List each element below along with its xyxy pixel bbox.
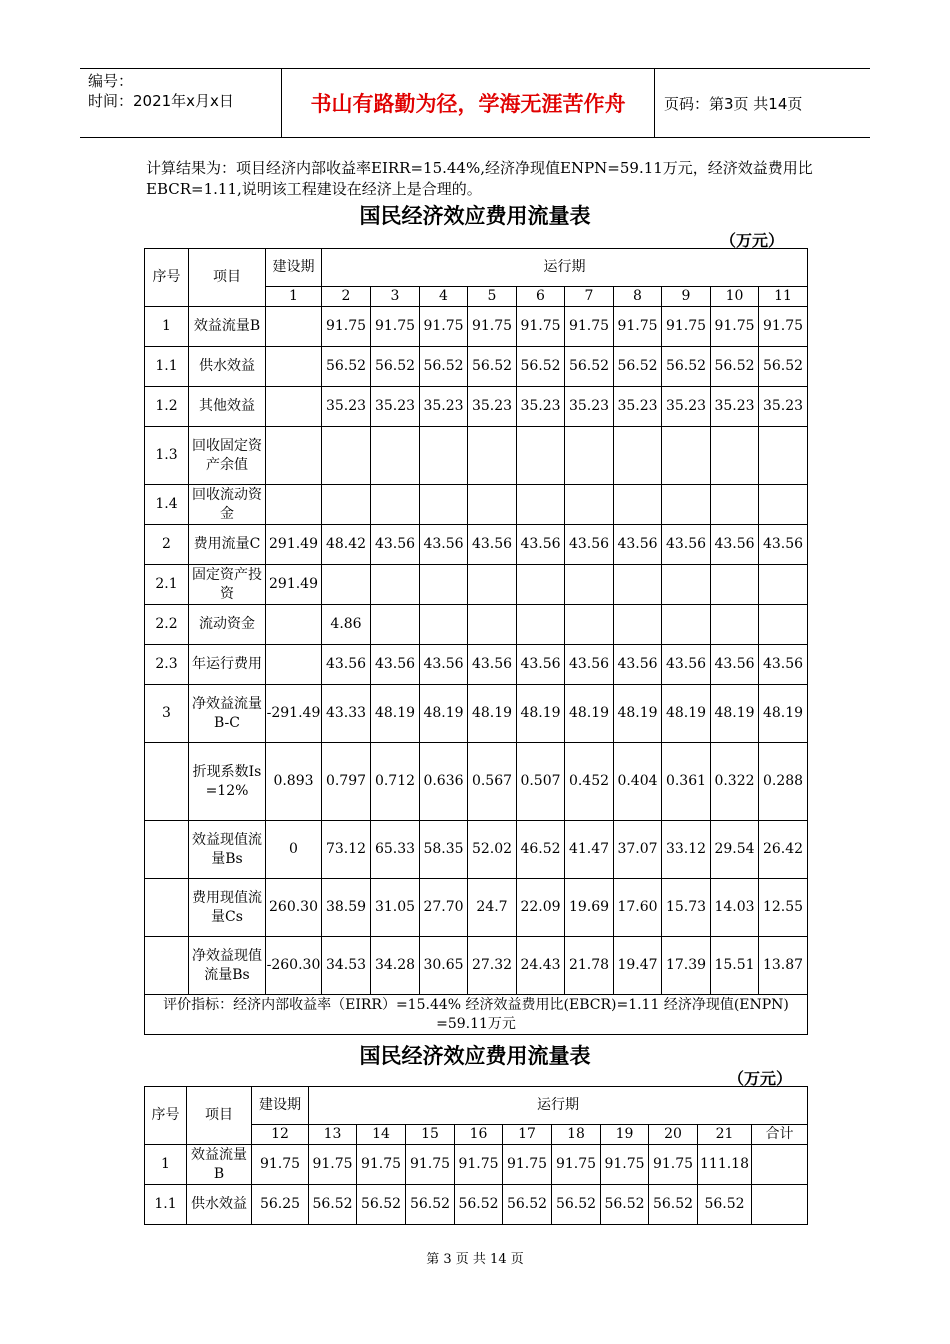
table1-title: 国民经济效应费用流量表 — [359, 204, 591, 228]
table-cell: 19.69 — [565, 879, 614, 937]
table-cell: 0.567 — [468, 743, 517, 821]
table-cell: 38.59 — [322, 879, 371, 937]
table-cell — [614, 427, 662, 485]
header-year: 13 — [309, 1125, 357, 1145]
header-year: 16 — [455, 1125, 503, 1145]
table-row — [145, 1145, 808, 1185]
row-seq: 2.1 — [145, 565, 189, 605]
header-seq: 序号 — [145, 1087, 187, 1145]
table-cell: 91.75 — [517, 307, 565, 347]
table-cell: 35.23 — [517, 387, 565, 427]
table-cell: 41.47 — [565, 821, 614, 879]
table-row — [145, 565, 808, 605]
row-item: 流动资金 — [189, 605, 266, 645]
table-cell: 43.56 — [711, 525, 759, 565]
table-cell — [420, 565, 468, 605]
table-cell: 91.75 — [649, 1145, 698, 1185]
table-cell — [752, 1185, 808, 1225]
page-header — [80, 68, 870, 138]
header-year: 7 — [565, 287, 614, 307]
table-cell: 43.56 — [468, 645, 517, 685]
table-cell: 31.05 — [371, 879, 420, 937]
row-seq: 1 — [145, 1145, 187, 1185]
row-item: 效益流量B — [187, 1145, 252, 1185]
table-cell — [322, 565, 371, 605]
table-cell — [322, 427, 371, 485]
table-cell — [614, 565, 662, 605]
table-cell: 58.35 — [420, 821, 468, 879]
table-cell: 0.712 — [371, 743, 420, 821]
table-cell: 35.23 — [614, 387, 662, 427]
table-cell: 4.86 — [322, 605, 371, 645]
table-cell: 48.42 — [322, 525, 371, 565]
table-cell — [371, 427, 420, 485]
header-year: 6 — [517, 287, 565, 307]
table-cell: 91.75 — [565, 307, 614, 347]
table-cell: 43.56 — [711, 645, 759, 685]
row-item: 供水效益 — [187, 1185, 252, 1225]
header-year: 10 — [711, 287, 759, 307]
table-cell: 91.75 — [759, 307, 808, 347]
table-cell — [266, 645, 322, 685]
table-cell: 56.52 — [517, 347, 565, 387]
table-cell: 48.19 — [711, 685, 759, 743]
row-seq: 2.2 — [145, 605, 189, 645]
table-cell: 43.56 — [371, 645, 420, 685]
table-cell: 0.404 — [614, 743, 662, 821]
table-cell: 48.19 — [371, 685, 420, 743]
table-cell — [517, 427, 565, 485]
table-cell: 17.60 — [614, 879, 662, 937]
motto: 书山有路勤为径，学海无涯苦作舟 — [282, 69, 655, 137]
table-cell: 56.52 — [552, 1185, 601, 1225]
table-cell — [711, 565, 759, 605]
header-year: 3 — [371, 287, 420, 307]
header-year: 21 — [698, 1125, 752, 1145]
table-cell: 56.52 — [309, 1185, 357, 1225]
table-row — [145, 387, 808, 427]
table-cell: 73.12 — [322, 821, 371, 879]
table-cell — [759, 427, 808, 485]
header-year: 9 — [662, 287, 711, 307]
table-cell: 56.52 — [614, 347, 662, 387]
table-cell: 15.73 — [662, 879, 711, 937]
table-row — [145, 427, 808, 485]
table-cell: 56.52 — [662, 347, 711, 387]
row-seq: 1.1 — [145, 1185, 187, 1225]
row-seq: 2 — [145, 525, 189, 565]
table-cell: 91.75 — [601, 1145, 649, 1185]
table-cell: 48.19 — [614, 685, 662, 743]
table-cell: 48.19 — [468, 685, 517, 743]
table-cell — [420, 485, 468, 525]
table-cell: 56.52 — [406, 1185, 455, 1225]
header-year: 2 — [322, 287, 371, 307]
table-cell — [266, 427, 322, 485]
table-row — [145, 821, 808, 879]
table-cell: 43.56 — [662, 525, 711, 565]
table-cell — [266, 485, 322, 525]
table-cell: 0.322 — [711, 743, 759, 821]
table-cell: 91.75 — [357, 1145, 406, 1185]
table-cell: 56.52 — [455, 1185, 503, 1225]
table-cell — [468, 565, 517, 605]
row-item: 其他效益 — [189, 387, 266, 427]
row-item: 折现系数Is=12% — [189, 743, 266, 821]
header-build-period: 建设期 — [252, 1087, 309, 1125]
table-cell: 35.23 — [322, 387, 371, 427]
table-cell: 52.02 — [468, 821, 517, 879]
table-cell: 24.43 — [517, 937, 565, 995]
table-cell — [266, 347, 322, 387]
table-cell: 0.797 — [322, 743, 371, 821]
header-item: 项目 — [189, 249, 266, 307]
table-row — [145, 605, 808, 645]
table-cell: 43.56 — [565, 525, 614, 565]
header-year: 20 — [649, 1125, 698, 1145]
table-cell: -260.30 — [266, 937, 322, 995]
table-cell: 56.52 — [371, 347, 420, 387]
table-row — [145, 645, 808, 685]
table-cell: 35.23 — [711, 387, 759, 427]
header-meta — [80, 69, 282, 137]
header-year: 1 — [266, 287, 322, 307]
header-year: 4 — [420, 287, 468, 307]
table-cell: 56.52 — [711, 347, 759, 387]
row-seq — [145, 879, 189, 937]
table-cell — [759, 485, 808, 525]
table-cell: 33.12 — [662, 821, 711, 879]
row-seq: 1.1 — [145, 347, 189, 387]
table-cell: 27.32 — [468, 937, 517, 995]
table-row — [145, 743, 808, 821]
table-row — [145, 307, 808, 347]
table-cell: 91.75 — [309, 1145, 357, 1185]
table-row — [145, 1185, 808, 1225]
row-item: 回收流动资金 — [189, 485, 266, 525]
table-cell: 35.23 — [420, 387, 468, 427]
table-cell — [759, 605, 808, 645]
table-cell: 91.75 — [468, 307, 517, 347]
page-footer: 第 3 页 共 14 页 — [426, 1252, 524, 1267]
table-cell — [371, 565, 420, 605]
table-cell: 34.53 — [322, 937, 371, 995]
table-cell: 19.47 — [614, 937, 662, 995]
table-cell: 56.52 — [601, 1185, 649, 1225]
table-cell: 17.39 — [662, 937, 711, 995]
header-year: 12 — [252, 1125, 309, 1145]
table-cell: 56.52 — [759, 347, 808, 387]
row-item: 费用流量C — [189, 525, 266, 565]
table-cell — [266, 605, 322, 645]
row-item: 净效益现值流量Bs — [189, 937, 266, 995]
table-cell: 48.19 — [517, 685, 565, 743]
table-cell: 48.19 — [662, 685, 711, 743]
table-cell: 65.33 — [371, 821, 420, 879]
table-cell — [614, 605, 662, 645]
table-cell — [565, 427, 614, 485]
table-cell: 0.361 — [662, 743, 711, 821]
table-row — [145, 879, 808, 937]
table-cell: 56.52 — [420, 347, 468, 387]
table-row — [145, 485, 808, 525]
row-item: 年运行费用 — [189, 645, 266, 685]
header-run-period: 运行期 — [322, 249, 808, 287]
row-seq: 1.4 — [145, 485, 189, 525]
table-cell: 56.52 — [468, 347, 517, 387]
table-cell: 291.49 — [266, 565, 322, 605]
row-seq: 2.3 — [145, 645, 189, 685]
table-cell — [565, 485, 614, 525]
intro-paragraph: 计算结果为：项目经济内部收益率EIRR=15.44%,经济净现值ENPN=59.11万元，经济效益费用比EBCR=1.11,说明该工程建设在经济上是合理的。 — [146, 159, 813, 198]
table-cell: 43.56 — [517, 525, 565, 565]
table-cell: 43.56 — [614, 645, 662, 685]
table-cell: 12.55 — [759, 879, 808, 937]
table-cell — [420, 605, 468, 645]
table-cell: 14.03 — [711, 879, 759, 937]
table2-unit: （万元） — [728, 1069, 793, 1088]
header-year: 11 — [759, 287, 808, 307]
cash-flow-table-1 — [144, 248, 808, 1035]
row-item: 供水效益 — [189, 347, 266, 387]
table-cell: 91.75 — [322, 307, 371, 347]
table-row — [145, 937, 808, 995]
table-cell: 56.52 — [503, 1185, 552, 1225]
table-cell — [468, 485, 517, 525]
table-cell: 56.52 — [565, 347, 614, 387]
table-cell: 21.78 — [565, 937, 614, 995]
table-cell: 48.19 — [759, 685, 808, 743]
table-cell: 91.75 — [711, 307, 759, 347]
table-cell — [711, 427, 759, 485]
table-cell: -291.49 — [266, 685, 322, 743]
row-item: 效益现值流量Bs — [189, 821, 266, 879]
header-build-period: 建设期 — [266, 249, 322, 287]
header-year: 8 — [614, 287, 662, 307]
table-cell: 24.7 — [468, 879, 517, 937]
header-year: 14 — [357, 1125, 406, 1145]
table2-title: 国民经济效应费用流量表 — [359, 1044, 591, 1068]
time-label: 时间：2021年x月x日 — [88, 92, 234, 110]
table-cell — [371, 605, 420, 645]
table-cell: 43.56 — [322, 645, 371, 685]
table-row — [145, 685, 808, 743]
row-item: 固定资产投资 — [189, 565, 266, 605]
header-item: 项目 — [187, 1087, 252, 1145]
table-cell — [266, 307, 322, 347]
table-cell — [614, 485, 662, 525]
code-label: 编号： — [88, 72, 134, 90]
table-cell: 29.54 — [711, 821, 759, 879]
row-seq — [145, 937, 189, 995]
table-cell: 91.75 — [503, 1145, 552, 1185]
table-cell: 43.56 — [468, 525, 517, 565]
table-cell: 30.65 — [420, 937, 468, 995]
table-cell: 43.56 — [517, 645, 565, 685]
row-seq — [145, 821, 189, 879]
table-cell: 0.288 — [759, 743, 808, 821]
table-cell: 0.452 — [565, 743, 614, 821]
cash-flow-table-2 — [144, 1086, 808, 1225]
table-cell — [322, 485, 371, 525]
summary-indicators: 评价指标：经济内部收益率（EIRR）=15.44% 经济效益费用比(EBCR)=1.11 经济净现值(ENPN)=59.11万元 — [145, 995, 808, 1035]
table-cell — [266, 387, 322, 427]
table-cell: 91.75 — [252, 1145, 309, 1185]
table-cell: 34.28 — [371, 937, 420, 995]
header-year: 5 — [468, 287, 517, 307]
header-run-period: 运行期 — [309, 1087, 808, 1125]
table-cell: 15.51 — [711, 937, 759, 995]
table-cell — [371, 485, 420, 525]
table-cell — [711, 605, 759, 645]
header-seq: 序号 — [145, 249, 189, 307]
header-year: 17 — [503, 1125, 552, 1145]
table-cell: 91.75 — [406, 1145, 455, 1185]
table-cell: 56.25 — [252, 1185, 309, 1225]
table-cell — [759, 565, 808, 605]
table-cell: 91.75 — [420, 307, 468, 347]
table-cell: 43.33 — [322, 685, 371, 743]
table1-unit: （万元） — [720, 231, 785, 250]
table-cell — [711, 485, 759, 525]
row-seq — [145, 743, 189, 821]
row-seq: 3 — [145, 685, 189, 743]
table-cell — [517, 565, 565, 605]
table-cell: 91.75 — [552, 1145, 601, 1185]
table-cell: 0.636 — [420, 743, 468, 821]
table-cell: 35.23 — [759, 387, 808, 427]
table-cell: 43.56 — [662, 645, 711, 685]
table-cell: 56.52 — [649, 1185, 698, 1225]
row-seq: 1.3 — [145, 427, 189, 485]
table-cell — [662, 427, 711, 485]
table-cell — [752, 1145, 808, 1185]
table-cell: 43.56 — [759, 645, 808, 685]
table-cell: 37.07 — [614, 821, 662, 879]
table-cell — [468, 427, 517, 485]
table-cell: 48.19 — [420, 685, 468, 743]
row-seq: 1.2 — [145, 387, 189, 427]
table-cell — [517, 605, 565, 645]
table-cell: 43.56 — [565, 645, 614, 685]
table-cell: 91.75 — [371, 307, 420, 347]
row-seq: 1 — [145, 307, 189, 347]
page-info: 页码：第3页 共14页 — [664, 94, 803, 113]
row-item: 费用现值流量Cs — [189, 879, 266, 937]
table-cell: 35.23 — [565, 387, 614, 427]
table-cell: 46.52 — [517, 821, 565, 879]
table-cell: 43.56 — [420, 645, 468, 685]
table-cell: 27.70 — [420, 879, 468, 937]
table-cell: 26.42 — [759, 821, 808, 879]
row-item: 效益流量B — [189, 307, 266, 347]
table-cell: 22.09 — [517, 879, 565, 937]
table-cell: 91.75 — [662, 307, 711, 347]
table-cell: 0.507 — [517, 743, 565, 821]
table-cell: 13.87 — [759, 937, 808, 995]
table-cell — [468, 605, 517, 645]
row-item: 回收固定资产余值 — [189, 427, 266, 485]
header-year: 合计 — [752, 1125, 808, 1145]
table-cell: 291.49 — [266, 525, 322, 565]
table-cell: 56.52 — [357, 1185, 406, 1225]
table-cell: 56.52 — [698, 1185, 752, 1225]
table-cell: 0 — [266, 821, 322, 879]
table-cell — [662, 565, 711, 605]
table-cell: 48.19 — [565, 685, 614, 743]
table-cell — [662, 485, 711, 525]
table-cell: 43.56 — [420, 525, 468, 565]
table-cell: 91.75 — [455, 1145, 503, 1185]
row-item: 净效益流量B-C — [189, 685, 266, 743]
table-cell: 43.56 — [371, 525, 420, 565]
table-row — [145, 347, 808, 387]
table-cell: 43.56 — [614, 525, 662, 565]
table-cell: 0.893 — [266, 743, 322, 821]
table-row — [145, 525, 808, 565]
table-cell: 35.23 — [468, 387, 517, 427]
table-cell — [517, 485, 565, 525]
table-cell: 111.18 — [698, 1145, 752, 1185]
table-cell: 35.23 — [662, 387, 711, 427]
table-cell — [565, 565, 614, 605]
table-cell — [420, 427, 468, 485]
table-cell: 35.23 — [371, 387, 420, 427]
table-cell: 43.56 — [759, 525, 808, 565]
table-cell — [662, 605, 711, 645]
table-cell — [565, 605, 614, 645]
table-cell: 260.30 — [266, 879, 322, 937]
table-cell: 56.52 — [322, 347, 371, 387]
header-year: 19 — [601, 1125, 649, 1145]
header-year: 15 — [406, 1125, 455, 1145]
table-cell: 91.75 — [614, 307, 662, 347]
header-year: 18 — [552, 1125, 601, 1145]
